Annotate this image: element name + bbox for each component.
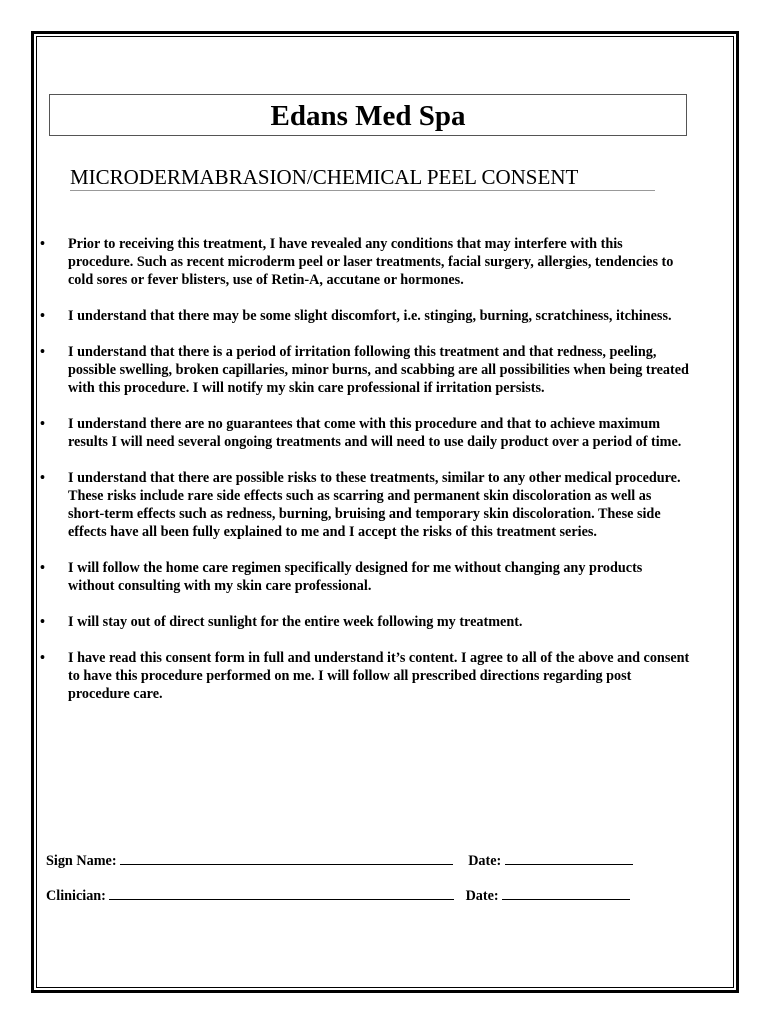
sign-name-row xyxy=(46,852,633,870)
bullet-icon: • xyxy=(40,416,45,432)
bullet-icon: • xyxy=(40,560,45,576)
statement-text: I will follow the home care regimen specifically designed for me without changing any products without consulting with my skin care professional. xyxy=(68,560,643,594)
consent-statement-4 xyxy=(40,415,690,451)
document-title: Edans Med Spa xyxy=(270,100,466,132)
consent-statement-7 xyxy=(40,613,690,631)
statement-text: I will stay out of direct sunlight for the entire week following my treatment. xyxy=(68,614,523,630)
title-box xyxy=(49,94,687,136)
statement-text: I have read this consent form in full and understand it’s content. I agree to all of the above and consent to have this procedure performed on me. I will follow all prescribed directions regarding post procedure care. xyxy=(68,650,690,702)
clinician-date-field[interactable] xyxy=(502,887,630,900)
bullet-icon: • xyxy=(40,650,45,666)
statement-text: I understand that there are possible risks to these treatments, similar to any other medical procedure. These risks include rare side effects such as scarring and permanent skin discoloration as well as short-term effects such as redness, burning, bruising and temporary skin discoloration. These side effects have all been fully explained to me and I accept the risks of this treatment series. xyxy=(68,470,681,540)
statement-text: I understand that there may be some slight discomfort, i.e. stinging, burning, scratchiness, itchiness. xyxy=(68,308,672,324)
consent-statement-6 xyxy=(40,559,690,595)
sign-date-field[interactable] xyxy=(505,852,633,865)
bullet-icon: • xyxy=(40,236,45,252)
consent-statement-3 xyxy=(40,343,690,397)
document-subtitle: MICRODERMABRASION/CHEMICAL PEEL CONSENT xyxy=(70,165,655,191)
consent-statement-8 xyxy=(40,649,690,703)
bullet-icon: • xyxy=(40,308,45,324)
bullet-icon: • xyxy=(40,470,45,486)
clinician-row xyxy=(46,887,630,905)
sign-date-label: Date: xyxy=(468,853,502,869)
bullet-icon: • xyxy=(40,614,45,630)
clinician-date-label: Date: xyxy=(465,888,499,904)
statement-text: I understand that there is a period of irritation following this treatment and that redness, peeling, possible swelling, broken capillaries, minor burns, and scabbing are all possibilities when being treated with this procedure. I will notify my skin care professional if irritation persists. xyxy=(68,344,689,396)
sign-name-label: Sign Name: xyxy=(46,853,117,869)
consent-statement-5 xyxy=(40,469,690,541)
consent-statement-2 xyxy=(40,307,690,325)
consent-statement-1 xyxy=(40,235,690,289)
consent-statements-list xyxy=(40,235,690,721)
statement-text: Prior to receiving this treatment, I have revealed any conditions that may interfere with this procedure. Such as recent microderm peel or laser treatments, facial surgery, allergies, tendencies to cold sores or fever blisters, use of Retin-A, accutane or hormones. xyxy=(68,236,674,288)
sign-name-field[interactable] xyxy=(120,852,453,865)
bullet-icon: • xyxy=(40,344,45,360)
statement-text: I understand there are no guarantees that come with this procedure and that to achieve maximum results I will need several ongoing treatments and will need to use daily product over a period of time. xyxy=(68,416,682,450)
clinician-signature-field[interactable] xyxy=(109,887,454,900)
clinician-label: Clinician: xyxy=(46,888,106,904)
